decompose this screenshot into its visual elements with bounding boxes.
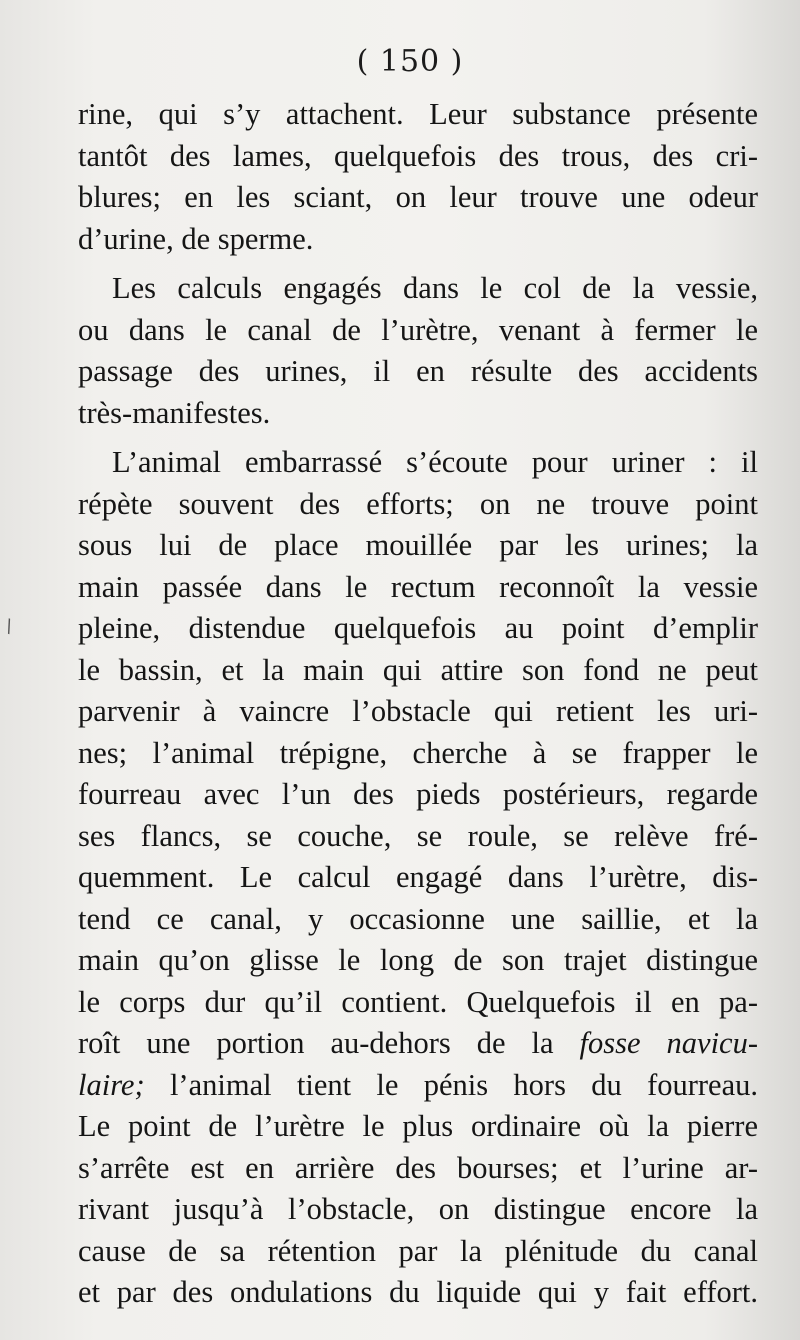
text-line: le corps dur qu’il contient. Quelquefois il en pa- xyxy=(78,984,758,1019)
text-line: blures; en les sciant, on leur trouve une odeur xyxy=(78,180,758,214)
text-line: rine, qui s’y attachent. Leur substance présente xyxy=(78,97,758,131)
text-line: quemment. Le calcul engagé dans l’urètre, dis- xyxy=(78,860,758,894)
text-line: très-manifestes. xyxy=(78,395,271,430)
text-line: et par des ondulations du liquide qui y fait effort. xyxy=(78,1275,758,1309)
text-line: L’animal embarrassé s’écoute pour uriner : il xyxy=(112,445,758,479)
paragraph-1 xyxy=(78,94,758,260)
text-line: Les calculs engagés dans le col de la vessie, xyxy=(112,271,758,305)
text-line-with-italic xyxy=(78,1065,758,1107)
italic-term: fosse navicu- xyxy=(579,1026,758,1060)
text-line-with-italic xyxy=(78,1023,758,1065)
text-line: ou dans le canal de l’urètre, venant à fermer le xyxy=(78,312,758,347)
text-line: sous lui de place mouillée par les urines; la xyxy=(78,528,758,562)
text-line: rivant jusqu’à l’obstacle, on distingue encore la xyxy=(78,1192,758,1226)
italic-term: laire; xyxy=(78,1067,145,1102)
text-line: cause de sa rétention par la plénitude du canal xyxy=(78,1233,758,1268)
body-text xyxy=(78,94,758,1314)
text-line: Le point de l’urètre le plus ordinaire où la pierre xyxy=(78,1109,758,1143)
text-line: main passée dans le rectum reconnoît la vessie xyxy=(78,569,758,604)
text-line: parvenir à vaincre l’obstacle qui retient les uri- xyxy=(78,694,758,728)
text-line: main qu’on glisse le long de son trajet distingue xyxy=(78,943,758,977)
paragraph-3 xyxy=(78,442,758,1314)
text-line: d’urine, de sperme. xyxy=(78,221,314,256)
text-line: tantôt des lames, quelquefois des trous, des cri- xyxy=(78,138,758,173)
paragraph-2 xyxy=(78,268,758,434)
text-line: nes; l’animal trépigne, cherche à se frapper le xyxy=(78,735,758,770)
text-line: tend ce canal, y occasionne une saillie, et la xyxy=(78,901,758,936)
text-segment: roît une portion au-dehors de la xyxy=(78,1026,580,1060)
page-number: ( 150 ) xyxy=(356,44,464,79)
text-segment: l’animal tient le pénis hors du fourreau. xyxy=(144,1067,758,1102)
margin-mark: \ xyxy=(2,615,16,638)
text-line: répète souvent des efforts; on ne trouve point xyxy=(78,486,758,521)
text-line: ses flancs, se couche, se roule, se relève fré- xyxy=(78,818,758,853)
text-line: s’arrête est en arrière des bourses; et l’urine ar- xyxy=(78,1150,758,1185)
text-line: passage des urines, il en résulte des accidents xyxy=(78,354,758,388)
text-line: pleine, distendue quelquefois au point d’emplir xyxy=(78,611,758,645)
text-line: fourreau avec l’un des pieds postérieurs, regarde xyxy=(78,777,758,811)
text-line: le bassin, et la main qui attire son fond ne peut xyxy=(78,652,758,687)
